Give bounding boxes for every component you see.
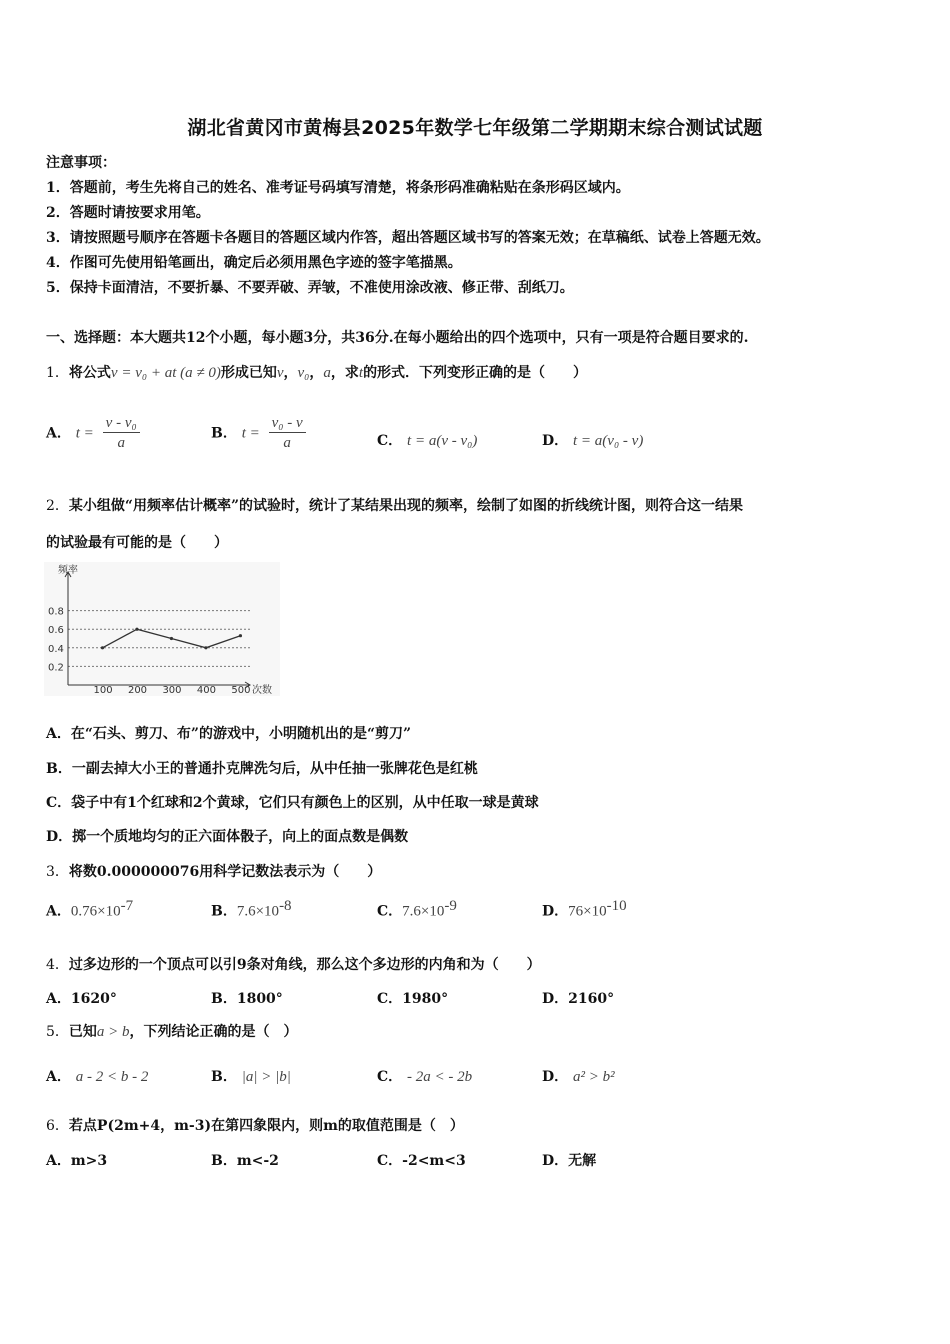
note-item: 5．保持卡面清洁，不要折暴、不要弄破、弄皱，不准使用涂改液、修正带、刮纸刀。	[46, 280, 574, 296]
y-tick-label: 0.8	[48, 606, 64, 618]
question-number: 3．	[46, 864, 69, 880]
question-2-cont: 的试验最有可能的是（ ）	[46, 535, 228, 551]
question-5: 5．已知a > b，下列结论正确的是（ ）	[46, 1024, 298, 1040]
page-title: 湖北省黄冈市黄梅县2025年数学七年级第二学期期末综合测试试题	[187, 117, 763, 139]
q3-option-c[interactable]: C．$7.6\times 10^{-9}$	[377, 898, 457, 920]
q3-option-b[interactable]: B．$7.6\times 10^{-8}$	[211, 898, 292, 920]
formula: v = v₀ + at (a ≠ 0)	[110, 365, 221, 381]
fraction: $\frac{\text{v - v₀}}{a}$	[103, 414, 140, 453]
note-item: 1．答题前，考生先将自己的姓名、准考证号码填写清楚，将条形码准确粘贴在条形码区域内。	[46, 180, 630, 196]
y-tick-label: 0.6	[48, 625, 64, 637]
q2-option-d[interactable]: D．掷一个质地均匀的正六面体骰子，向上的面点数是偶数	[46, 829, 409, 845]
question-number: 1．	[46, 365, 69, 381]
q4-option-d[interactable]: D．2160°	[542, 991, 615, 1007]
x-axis-label: 次数	[252, 685, 272, 696]
notes-heading: 注意事项：	[46, 155, 116, 171]
data-point	[135, 628, 138, 631]
q4-option-a[interactable]: A．1620°	[46, 991, 117, 1007]
question-number: 6．	[46, 1118, 69, 1134]
data-point	[101, 646, 104, 649]
q5-option-b[interactable]: B． |a| > |b|	[211, 1069, 291, 1085]
q4-option-c[interactable]: C．1980°	[377, 991, 449, 1007]
y-tick-label: 0.4	[48, 643, 64, 655]
question-4: 4．过多边形的一个顶点可以引9条对角线，那么这个多边形的内角和为（ ）	[46, 957, 541, 973]
q6-option-d[interactable]: D．无解	[542, 1153, 597, 1169]
note-item: 4．作图可先使用铅笔画出，确定后必须用黑色字迹的签字笔描黑。	[46, 255, 462, 271]
option-d[interactable]: D． t = a(v₀ - v)	[542, 433, 644, 449]
section-heading: 一、选择题：本大题共12个小题，每小题3分，共36分.在每小题给出的四个选项中，只有一项是符合题目要求的.	[46, 330, 749, 346]
q2-option-a[interactable]: A．在“石头、剪刀、布”的游戏中，小明随机出的是“剪刀”	[46, 726, 412, 742]
fraction: $\frac{\text{v₀ - v}}{a}$	[269, 414, 306, 453]
y-tick-label: 0.2	[48, 662, 64, 674]
data-point	[170, 637, 173, 640]
note-item: 2．答题时请按要求用笔。	[46, 205, 210, 221]
q3-option-d[interactable]: D．$76\times 10^{-10}$	[542, 898, 627, 920]
q6-option-a[interactable]: A．m>3	[46, 1153, 108, 1169]
option-c[interactable]: C． t = a(v - v₀)	[377, 433, 478, 449]
x-tick-label: 100	[93, 685, 113, 696]
q2-option-c[interactable]: C．袋子中有1个红球和2个黄球，它们只有颜色上的区别，从中任取一球是黄球	[46, 795, 539, 811]
y-axis-label: 频率	[58, 565, 78, 576]
x-tick-label: 400	[196, 685, 217, 696]
q5-option-d[interactable]: D． a² > b²	[542, 1069, 615, 1085]
q4-option-b[interactable]: B．1800°	[211, 991, 283, 1007]
option-a[interactable]: A． t = $\frac{\text{v - v₀}}{a}$	[46, 414, 140, 453]
q6-option-c[interactable]: C．-2<m<3	[377, 1153, 466, 1169]
q3-option-a[interactable]: A．$0.76\times 10^{-7}$	[46, 898, 134, 920]
question-1: 1．将公式v = v₀ + at (a ≠ 0)形成已知v，v₀，a，求t的形式．下列变形正确的是（ ）	[46, 365, 588, 381]
x-tick-label: 300	[162, 685, 182, 696]
data-point	[239, 634, 242, 637]
question-number: 4．	[46, 957, 69, 973]
frequency-line-chart	[44, 562, 280, 696]
question-number: 2．	[46, 498, 69, 514]
option-b[interactable]: B． t = $\frac{\text{v₀ - v}}{a}$	[211, 414, 306, 453]
q2-option-b[interactable]: B．一副去掉大小王的普通扑克牌洗匀后，从中任抽一张牌花色是红桃	[46, 761, 478, 777]
q5-option-c[interactable]: C． - 2a < - 2b	[377, 1069, 473, 1085]
question-6: 6．若点P(2m+4，m-3)在第四象限内，则m的取值范围是（ ）	[46, 1118, 464, 1134]
note-item: 3．请按照题号顺序在答题卡各题目的答题区域内作答，超出答题区域书写的答案无效；在草稿纸、试卷上答题无效。	[46, 230, 770, 246]
question-3: 3．将数0.000000076用科学记数法表示为（ ）	[46, 864, 382, 880]
x-tick-label: 200	[127, 685, 148, 696]
data-point	[204, 646, 207, 649]
x-tick-label: 500	[231, 685, 251, 696]
question-number: 5．	[46, 1024, 69, 1040]
question-2: 2．某小组做“用频率估计概率”的试验时，统计了某结果出现的频率，绘制了如图的折线统计图，则符合这一结果	[46, 498, 744, 514]
q5-option-a[interactable]: A． a - 2 < b - 2	[46, 1069, 149, 1085]
q6-option-b[interactable]: B．m<-2	[211, 1153, 279, 1169]
